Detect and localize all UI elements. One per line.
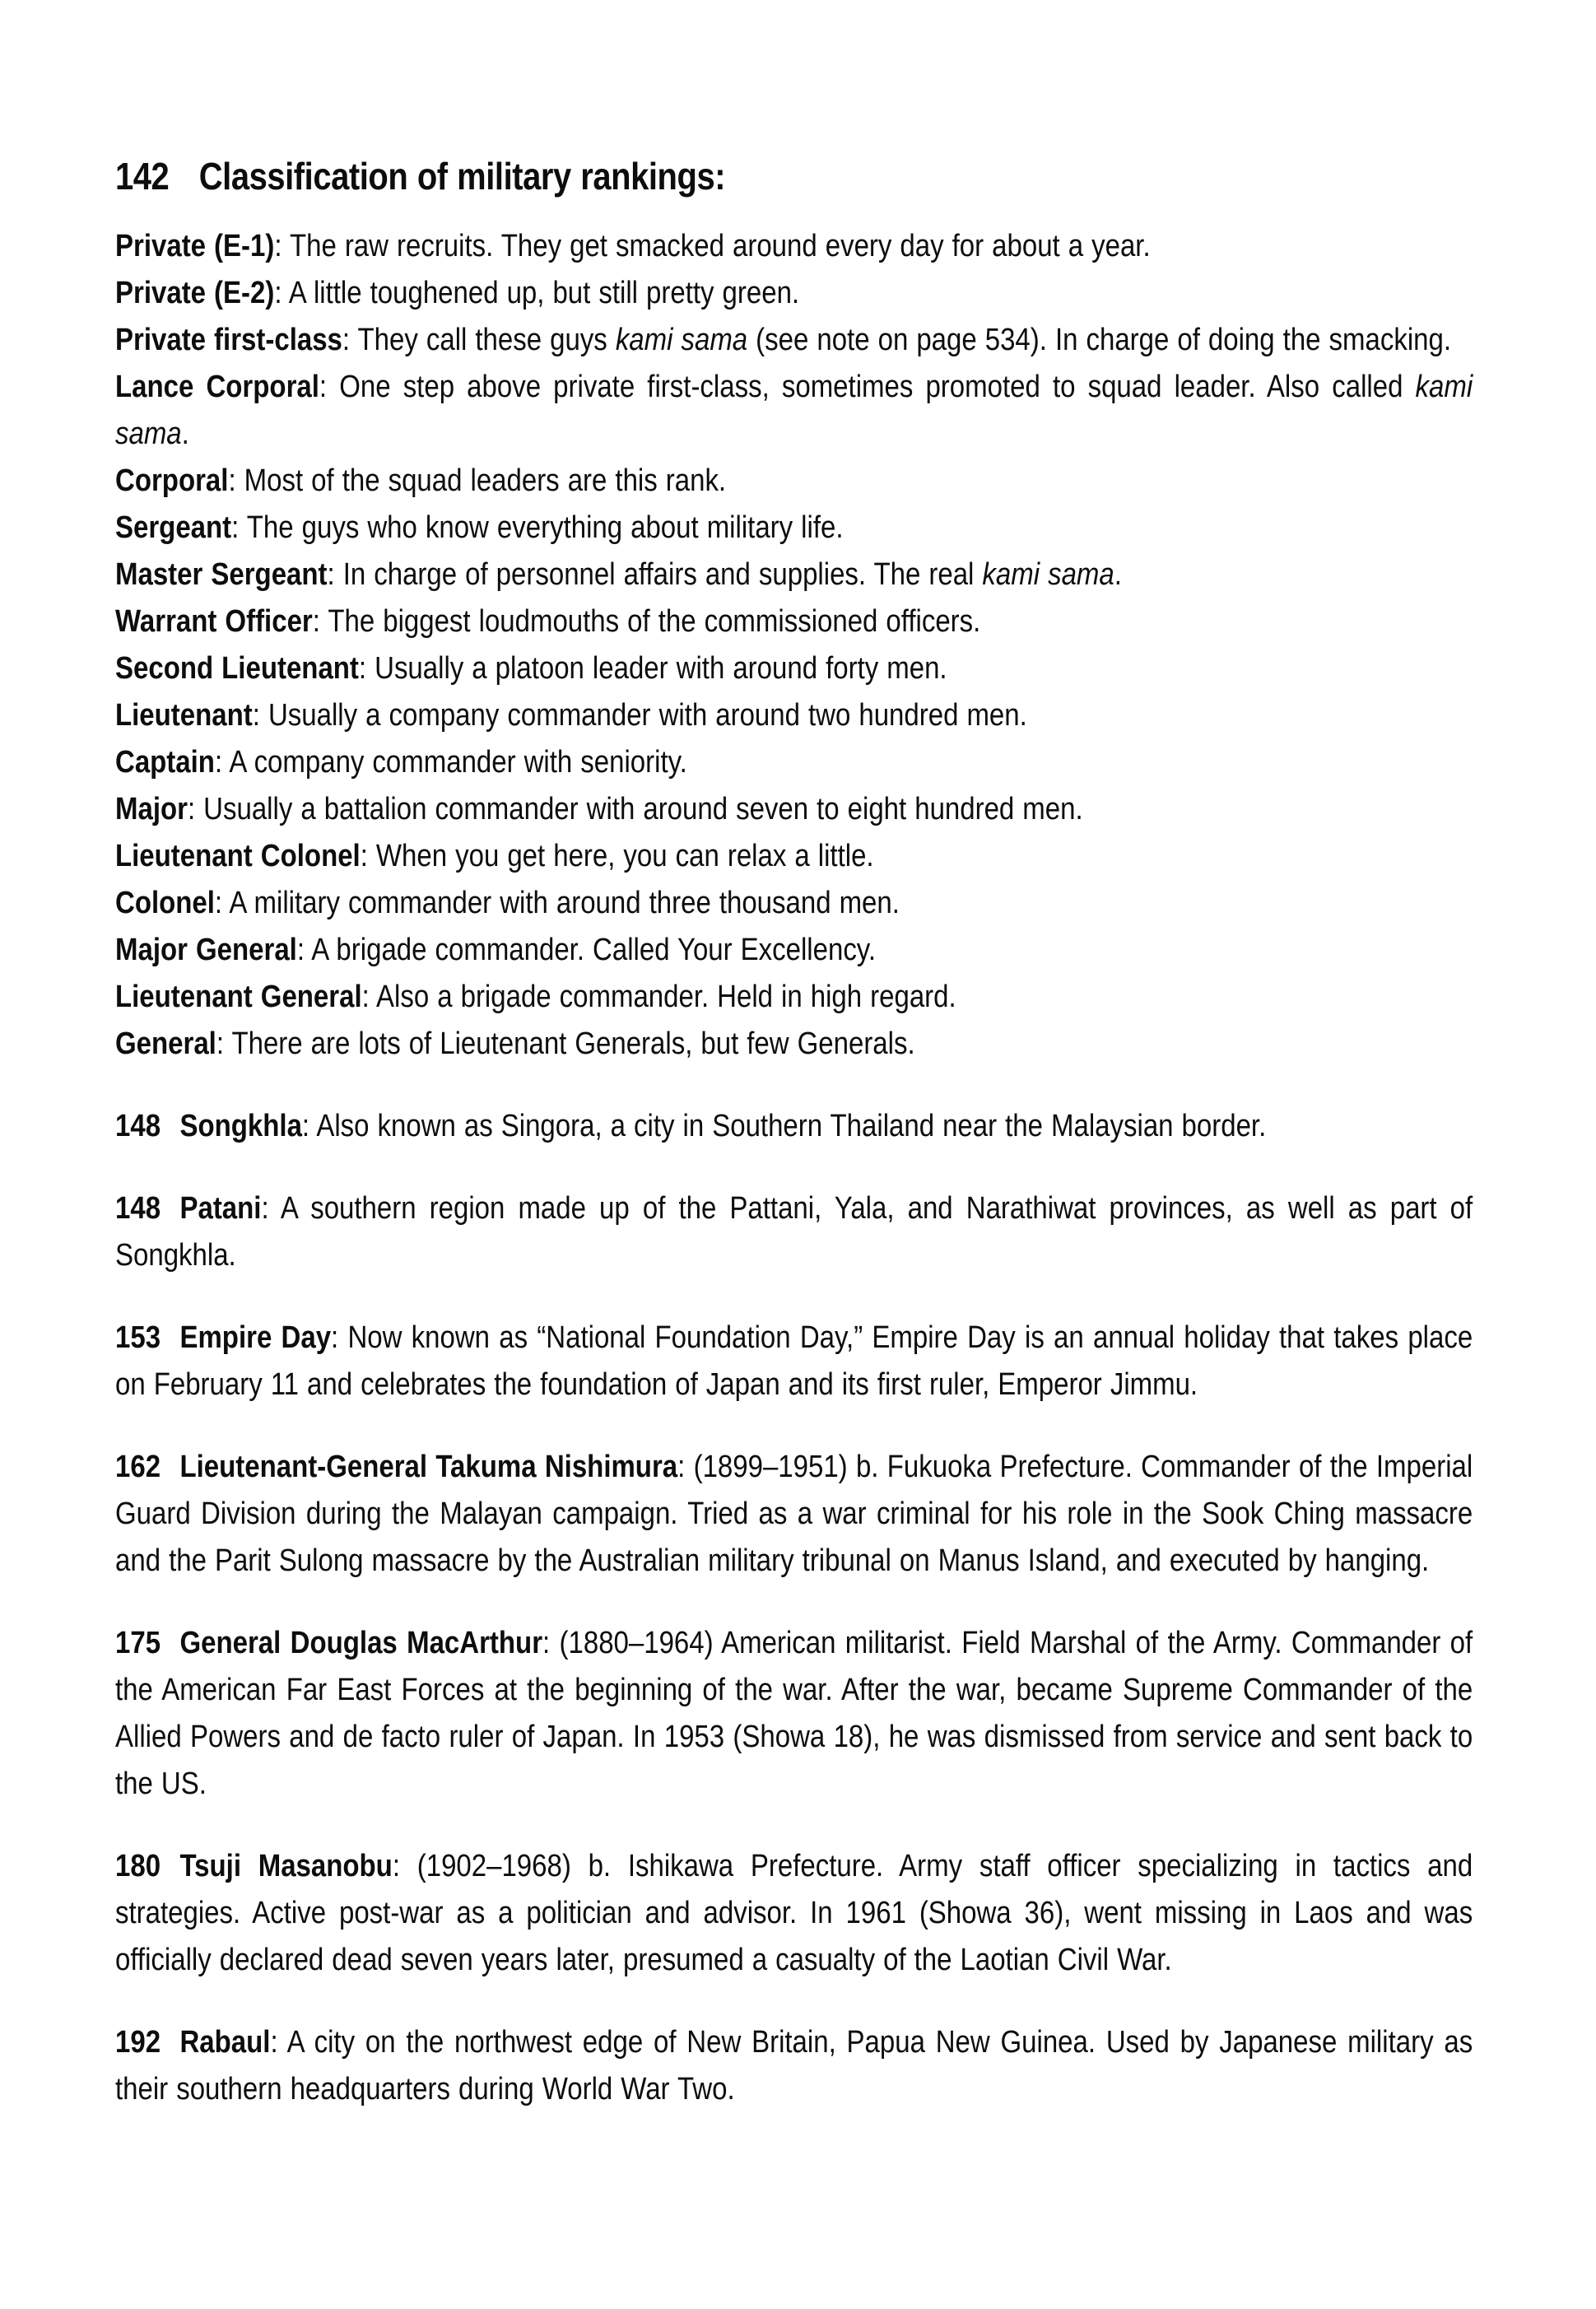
text-segment: (see note on page 534). In charge of doing the smacking. (747, 323, 1452, 357)
rank-term: Lance Corporal (115, 370, 319, 404)
text-segment: A brigade commander. Called Your Excellency. (311, 933, 877, 967)
rank-description (357, 323, 1451, 357)
text-segment: (1902–1968) b. Ishikawa Prefecture. Army staff officer specializing in tactics and strategies. Active post-war as a politician and advisor. In 1961 (Showa 36), went missing in Laos and was officially declared dead seven years later, presumed a casualty of the Laotian Civil War. (115, 1849, 1473, 1977)
colon-separator: : (228, 463, 244, 498)
rank-item (115, 833, 1473, 880)
text-segment: Most of the squad leaders are this rank. (244, 463, 727, 498)
page-content (115, 153, 1473, 2113)
rank-description (376, 839, 874, 873)
colon-separator: : (392, 1849, 417, 1883)
heading-colon: : (714, 155, 726, 198)
text-segment: One step above private first-class, sometimes promoted to squad leader. Also called (339, 370, 1416, 404)
text-segment: The guys who know everything about military life. (246, 510, 844, 545)
rank-item (115, 645, 1473, 692)
rank-description (376, 980, 956, 1014)
colon-separator: : (252, 698, 268, 733)
rank-term: General (115, 1026, 216, 1061)
note-description (115, 2025, 1473, 2106)
text-segment: (1899–1951) b. Fukuoka Prefecture. Commander of the Imperial Guard Division during the Malayan campaign. Tried as a war criminal for his role in the Sook Ching massacre and the Parit Sulong massacre by the Australian military tribunal on Manus Island, and executed by hanging. (115, 1450, 1473, 1578)
italic-foreign-term: kami sama (615, 323, 748, 357)
text-segment: In charge of personnel affairs and supplies. The real (342, 557, 983, 592)
rank-term: Major (115, 792, 188, 826)
colon-separator: : (319, 370, 340, 404)
note-page-number: 148 (115, 1109, 161, 1143)
rank-term: Private (E-2) (115, 276, 275, 310)
note-page-number: 175 (115, 1626, 161, 1660)
note-entry (115, 1444, 1473, 1585)
note-entry (115, 1843, 1473, 1984)
rank-item (115, 598, 1473, 645)
colon-separator: : (342, 323, 358, 357)
rank-item (115, 1021, 1473, 1068)
text-segment: They call these guys (357, 323, 616, 357)
text-segment: A little toughened up, but still pretty green. (288, 276, 800, 310)
rank-description (244, 463, 726, 498)
note-entry (115, 1185, 1473, 1279)
rank-item (115, 317, 1473, 364)
colon-separator: : (301, 1109, 317, 1143)
note-term: Patani (179, 1191, 262, 1226)
heading-page-number: 142 (115, 155, 170, 198)
colon-separator: : (361, 980, 377, 1014)
note-page-number: 192 (115, 2025, 161, 2060)
heading-title: Classification of military rankings (198, 155, 715, 198)
rank-term: Captain (115, 745, 215, 780)
rank-description (231, 1026, 914, 1061)
rank-term: Private (E-1) (115, 229, 275, 263)
colon-separator: : (261, 1191, 281, 1226)
rank-term: Master Sergeant (115, 557, 328, 592)
rank-description (229, 745, 686, 780)
colon-separator: : (214, 745, 230, 780)
text-segment: . (181, 417, 189, 451)
colon-separator: : (214, 886, 230, 920)
rank-item (115, 364, 1473, 458)
rank-term: Warrant Officer (115, 604, 313, 639)
text-segment: Now known as “National Foundation Day,” Empire Day is an annual holiday that takes place on February 11 and celebrates the foundation of Japan and its first ruler, Emperor Jimmu. (115, 1320, 1473, 1402)
rank-item (115, 739, 1473, 786)
rank-item (115, 223, 1473, 270)
colon-separator: : (274, 229, 290, 263)
text-segment: . (1114, 557, 1122, 592)
colon-separator: : (542, 1626, 560, 1660)
note-term: Rabaul (179, 2025, 271, 2060)
note-term: Songkhla (179, 1109, 302, 1143)
note-page-number: 148 (115, 1191, 161, 1226)
note-description (316, 1109, 1266, 1143)
text-segment: The raw recruits. They get smacked around every day for about a year. (289, 229, 1151, 263)
rank-term: Corporal (115, 463, 229, 498)
rank-term: Private first-class (115, 323, 342, 357)
note-entry (115, 1103, 1473, 1150)
note-page-number: 153 (115, 1320, 161, 1355)
colon-separator: : (312, 604, 328, 639)
italic-foreign-term: kami sama (115, 370, 1473, 451)
rank-term: Major General (115, 933, 297, 967)
colon-separator: : (327, 557, 343, 592)
text-segment: The biggest loudmouths of the commissioned officers. (328, 604, 981, 639)
colon-separator: : (360, 839, 376, 873)
rank-item (115, 270, 1473, 317)
colon-separator: : (331, 1320, 348, 1355)
rank-item (115, 786, 1473, 833)
text-segment: There are lots of Lieutenant Generals, but few Generals. (231, 1026, 915, 1061)
rank-term: Lieutenant (115, 698, 253, 733)
rank-term: Sergeant (115, 510, 232, 545)
rank-item (115, 505, 1473, 552)
rank-description (289, 276, 799, 310)
rank-item (115, 552, 1473, 598)
rank-item (115, 692, 1473, 739)
rank-term: Lieutenant General (115, 980, 362, 1014)
text-segment: Usually a platoon leader with around forty men. (375, 651, 947, 686)
note-description (115, 1191, 1473, 1273)
rank-description (203, 792, 1082, 826)
colon-separator: : (677, 1450, 694, 1484)
note-term: General Douglas MacArthur (179, 1626, 543, 1660)
colon-separator: : (216, 1026, 232, 1061)
note-page-number: 162 (115, 1450, 161, 1484)
note-entry (115, 1620, 1473, 1808)
note-entry (115, 1315, 1473, 1408)
rank-description (268, 698, 1027, 733)
rank-term: Colonel (115, 886, 215, 920)
text-segment: A company commander with seniority. (229, 745, 687, 780)
rank-item (115, 880, 1473, 927)
note-term: Tsuji Masanobu (179, 1849, 393, 1883)
rank-description (290, 229, 1151, 263)
rank-description (247, 510, 844, 545)
italic-foreign-term: kami sama (982, 557, 1114, 592)
note-term: Lieutenant-General Takuma Nishimura (179, 1450, 678, 1484)
text-segment: A city on the northwest edge of New Britain, Papua New Guinea. Used by Japanese military as their southern headquarters during World War Two. (115, 2025, 1473, 2106)
note-page-number: 180 (115, 1849, 161, 1883)
text-segment: A southern region made up of the Pattani, Yala, and Narathiwat provinces, as well as part of Songkhla. (115, 1191, 1473, 1273)
colon-separator: : (274, 276, 289, 310)
text-segment: Usually a company commander with around two hundred men. (268, 698, 1027, 733)
rank-item (115, 458, 1473, 505)
rank-item (115, 974, 1473, 1021)
ranks-list (115, 223, 1473, 1068)
section-heading (115, 153, 1473, 200)
note-entry (115, 2019, 1473, 2113)
rank-description (328, 604, 980, 639)
rank-description (311, 933, 876, 967)
note-term: Empire Day (179, 1320, 332, 1355)
colon-separator: : (270, 2025, 287, 2060)
rank-description (343, 557, 1122, 592)
colon-separator: : (231, 510, 247, 545)
notes-list (115, 1103, 1473, 2113)
colon-separator: : (358, 651, 375, 686)
rank-item (115, 927, 1473, 974)
text-segment: (1880–1964) American militarist. Field Marshal of the Army. Commander of the American Far East Forces at the beginning of the war. After the war, became Supreme Commander of the Allied Powers and de facto ruler of Japan. In 1953 (Showa 18), he was dismissed from service and sent back to the US. (115, 1626, 1473, 1801)
text-segment: Also known as Singora, a city in Southern Thailand near the Malaysian border. (316, 1109, 1267, 1143)
rank-term: Lieutenant Colonel (115, 839, 361, 873)
colon-separator: : (187, 792, 204, 826)
text-segment: A military commander with around three thousand men. (229, 886, 900, 920)
rank-description (375, 651, 947, 686)
text-segment: Also a brigade commander. Held in high regard. (376, 980, 956, 1014)
rank-term: Second Lieutenant (115, 651, 359, 686)
rank-description (229, 886, 900, 920)
text-segment: Usually a battalion commander with around seven to eight hundred men. (203, 792, 1083, 826)
colon-separator: : (296, 933, 312, 967)
text-segment: When you get here, you can relax a little. (375, 839, 874, 873)
